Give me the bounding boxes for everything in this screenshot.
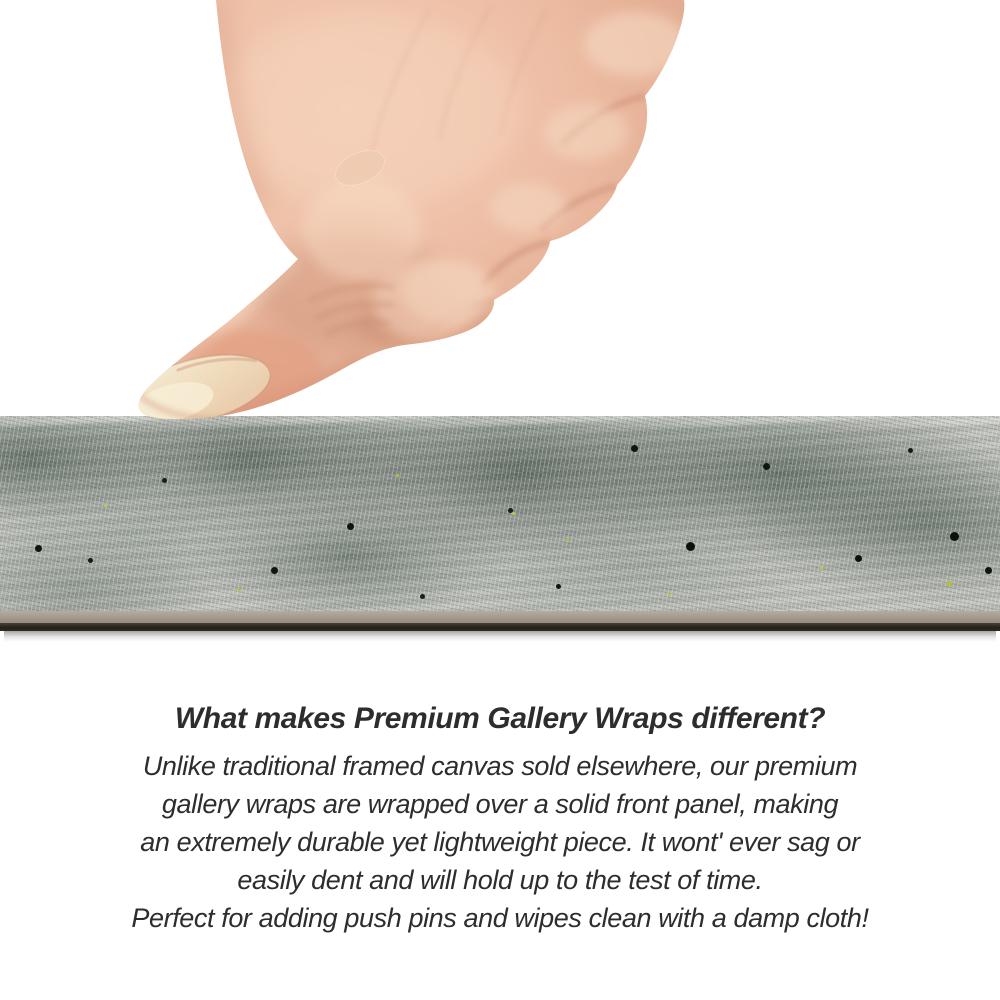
info-line-3: an extremely durable yet lightweight piece. It wont' ever sag or bbox=[140, 827, 860, 857]
hand-pressing-thumb-photo bbox=[0, 0, 1000, 445]
canvas-grain-overlay bbox=[0, 416, 1000, 611]
info-line-1: Unlike traditional framed canvas sold elsewhere, our premium bbox=[142, 751, 858, 781]
info-text-block bbox=[0, 699, 1000, 937]
canvas-weave-texture bbox=[0, 416, 1000, 611]
canvas-frame-edge-line bbox=[0, 623, 1000, 631]
hand-shading bbox=[119, 0, 688, 438]
canvas-edge-photo bbox=[0, 416, 1000, 642]
info-line-4: easily dent and will hold up to the test of time. bbox=[237, 865, 763, 895]
info-heading: What makes Premium Gallery Wraps different? bbox=[174, 702, 826, 735]
canvas-underside-band bbox=[0, 611, 1000, 623]
canvas-drop-shadow bbox=[4, 631, 996, 642]
info-line-2: gallery wraps are wrapped over a solid front panel, making bbox=[161, 789, 839, 819]
info-line-5: Perfect for adding push pins and wipes clean with a damp cloth! bbox=[131, 903, 869, 933]
